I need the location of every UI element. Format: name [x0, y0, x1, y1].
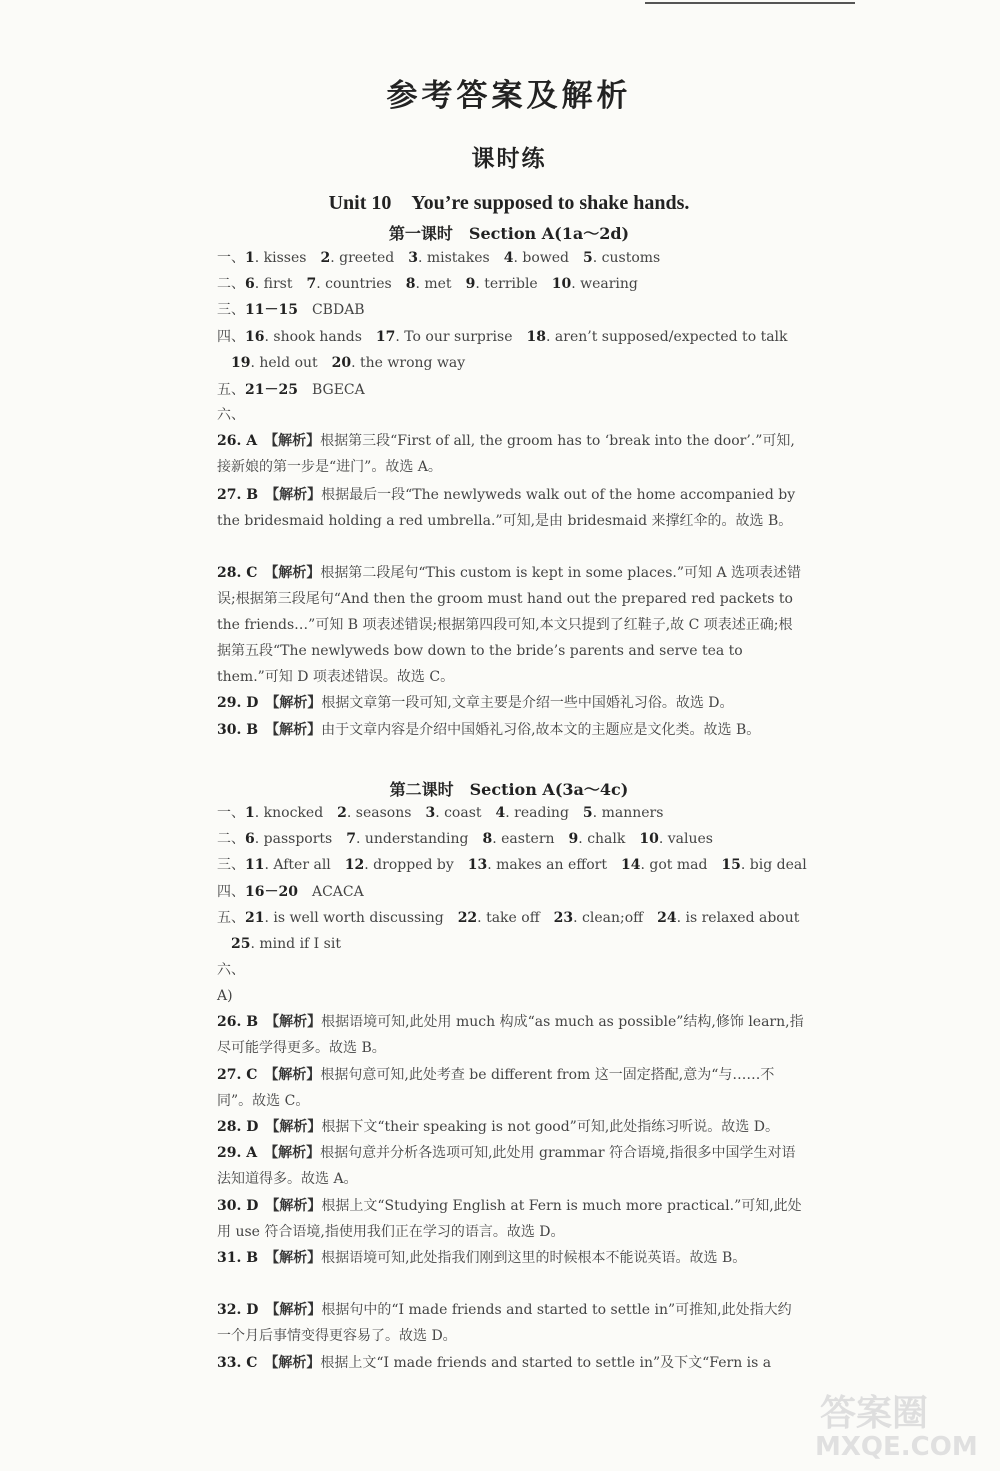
page-subtitle: 课时练: [471, 146, 547, 172]
explanation-text: 根据下文“their speaking is not good”可知,此处指练习听说。故选 D。: [321, 1119, 779, 1135]
answer-explanation: [217, 560, 805, 690]
answer-explanation: [217, 1009, 805, 1061]
explanation-text: 根据上文“Studying English at Fern is much more practical.”可知,此处用 use 符合语境,指使用我们正在学习的语言。故选 D。: [217, 1198, 802, 1240]
answer-explanation: [217, 1140, 805, 1192]
answer-explanation: [217, 690, 805, 716]
answer-line: 一、1. kisses 2. greeted 3. mistakes 4. bowed 5. customs: [217, 250, 661, 266]
answer-line: 六、: [217, 407, 245, 423]
analysis-tag: 【解析】: [271, 433, 321, 449]
answer-line: 六、: [217, 962, 245, 978]
analysis-tag: 【解析】: [272, 487, 322, 503]
answer-line: 一、1. knocked 2. seasons 3. coast 4. reading 5. manners: [217, 805, 664, 821]
analysis-tag: 【解析】: [271, 1067, 321, 1083]
explanation-text: 根据第三段“First of all, the groom has to ‘break into the door’.”可知,接新娘的第一步是“进门”。故选 A。: [217, 433, 795, 475]
answer-number: 29. A: [217, 1145, 272, 1161]
explanation-text: 根据语境可知,此处用 much 构成“as much as possible”结构,修饰 learn,指尽可能学得更多。故选 B。: [217, 1014, 804, 1056]
answer-number: 31. B: [217, 1250, 273, 1266]
page-title: 参考答案及解析: [386, 78, 632, 114]
analysis-tag: 【解析】: [271, 565, 321, 581]
answer-line: 三、11－15 CBDAB: [217, 302, 365, 318]
answer-explanation: [217, 1062, 805, 1114]
top-rule: [645, 2, 855, 4]
unit-heading: Unit 10 You’re supposed to shake hands.: [328, 192, 690, 214]
answer-explanation: [217, 482, 805, 534]
answer-number: 32. D: [217, 1302, 273, 1318]
section1-heading: 第一课时 Section A(1a～2d): [388, 224, 630, 243]
analysis-tag: 【解析】: [272, 1014, 322, 1030]
answer-line: 二、6. passports 7. understanding 8. eastern 9. chalk 10. values: [217, 831, 713, 847]
answer-explanation: [217, 1350, 805, 1376]
answer-line: 二、6. first 7. countries 8. met 9. terrible 10. wearing: [217, 276, 638, 292]
answer-line: 五、21－25 BGECA: [217, 382, 365, 398]
answer-line: 四、16. shook hands 17. To our surprise 18. aren’t supposed/expected to talk: [217, 329, 788, 345]
explanation-text: 根据语境可知,此处指我们刚到这里的时候根本不能说英语。故选 B。: [321, 1250, 747, 1266]
answer-line: 25. mind if I sit: [231, 936, 341, 952]
analysis-tag: 【解析】: [272, 1119, 322, 1135]
watermark-text: MXQE.COM: [815, 1432, 978, 1462]
answer-explanation: [217, 428, 805, 480]
explanation-text: 根据句意并分析各选项可知,此处用 grammar 符合语境,指很多中国学生对语法知道得多。故选 A。: [217, 1145, 796, 1187]
answer-explanation: [217, 1193, 805, 1245]
answer-number: 30. B: [217, 722, 273, 738]
answer-number: 28. C: [217, 565, 272, 581]
answer-explanation: [217, 1297, 805, 1349]
answer-line: 五、21. is well worth discussing 22. take off 23. clean;off 24. is relaxed about: [217, 910, 800, 926]
answer-line: 四、16－20 ACACA: [217, 884, 364, 900]
answer-number: 26. B: [217, 1014, 273, 1030]
explanation-text: 根据最后一段“The newlyweds walk out of the home accompanied by the bridesmaid holding a red umbrella.”可知,是由 bridesmaid 来撑红伞的。故选 B。: [217, 487, 796, 529]
analysis-tag: 【解析】: [271, 1145, 321, 1161]
analysis-tag: 【解析】: [272, 1302, 322, 1318]
analysis-tag: 【解析】: [271, 1355, 321, 1371]
analysis-tag: 【解析】: [272, 1198, 322, 1214]
explanation-text: 根据文章第一段可知,文章主要是介绍一些中国婚礼习俗。故选 D。: [321, 695, 734, 711]
answer-explanation: [217, 717, 805, 743]
explanation-text: 由于文章内容是介绍中国婚礼习俗,故本文的主题应是文化类。故选 B。: [321, 722, 761, 738]
watermark-logo: 答案圈: [820, 1393, 929, 1434]
answer-explanation: [217, 1114, 805, 1140]
answer-explanation: [217, 1245, 805, 1271]
answer-number: 27. B: [217, 487, 273, 503]
answer-number: 29. D: [217, 695, 273, 711]
answer-number: 26. A: [217, 433, 272, 449]
answer-number: 33. C: [217, 1355, 272, 1371]
explanation-text: 根据句中的“I made friends and started to settle in”可推知,此处指大约一个月后事情变得更容易了。故选 D。: [217, 1302, 792, 1344]
explanation-text: 根据句意可知,此处考查 be different from 这一固定搭配,意为“与……不同”。故选 C。: [217, 1067, 775, 1109]
answer-number: 28. D: [217, 1119, 273, 1135]
analysis-tag: 【解析】: [272, 722, 322, 738]
section2-heading: 第二课时 Section A(3a～4c): [389, 780, 629, 799]
answer-line: 19. held out 20. the wrong way: [231, 355, 466, 371]
explanation-text: 根据第二段尾句“This custom is kept in some places.”可知 A 选项表述错误;根据第三段尾句“And then the groom must hand out the prepared red packets to the friends…”可知 B 项表述错误;根据第四段可知,本文只提到了红鞋子,故 C 项表述正确;根据第五段“The newlyweds bow down to the bride’s parents and serve tea to them.”可知 D 项表述错误。故选 C。: [217, 565, 802, 685]
explanation-text: 根据上文“I made friends and started to settle in”及下文“Fern is a: [320, 1355, 772, 1371]
answer-number: 27. C: [217, 1067, 272, 1083]
analysis-tag: 【解析】: [272, 695, 322, 711]
answer-line: 三、11. After all 12. dropped by 13. makes an effort 14. got mad 15. big deal: [217, 857, 807, 873]
answer-number: 30. D: [217, 1198, 273, 1214]
analysis-tag: 【解析】: [272, 1250, 322, 1266]
answer-line: A): [217, 988, 233, 1004]
